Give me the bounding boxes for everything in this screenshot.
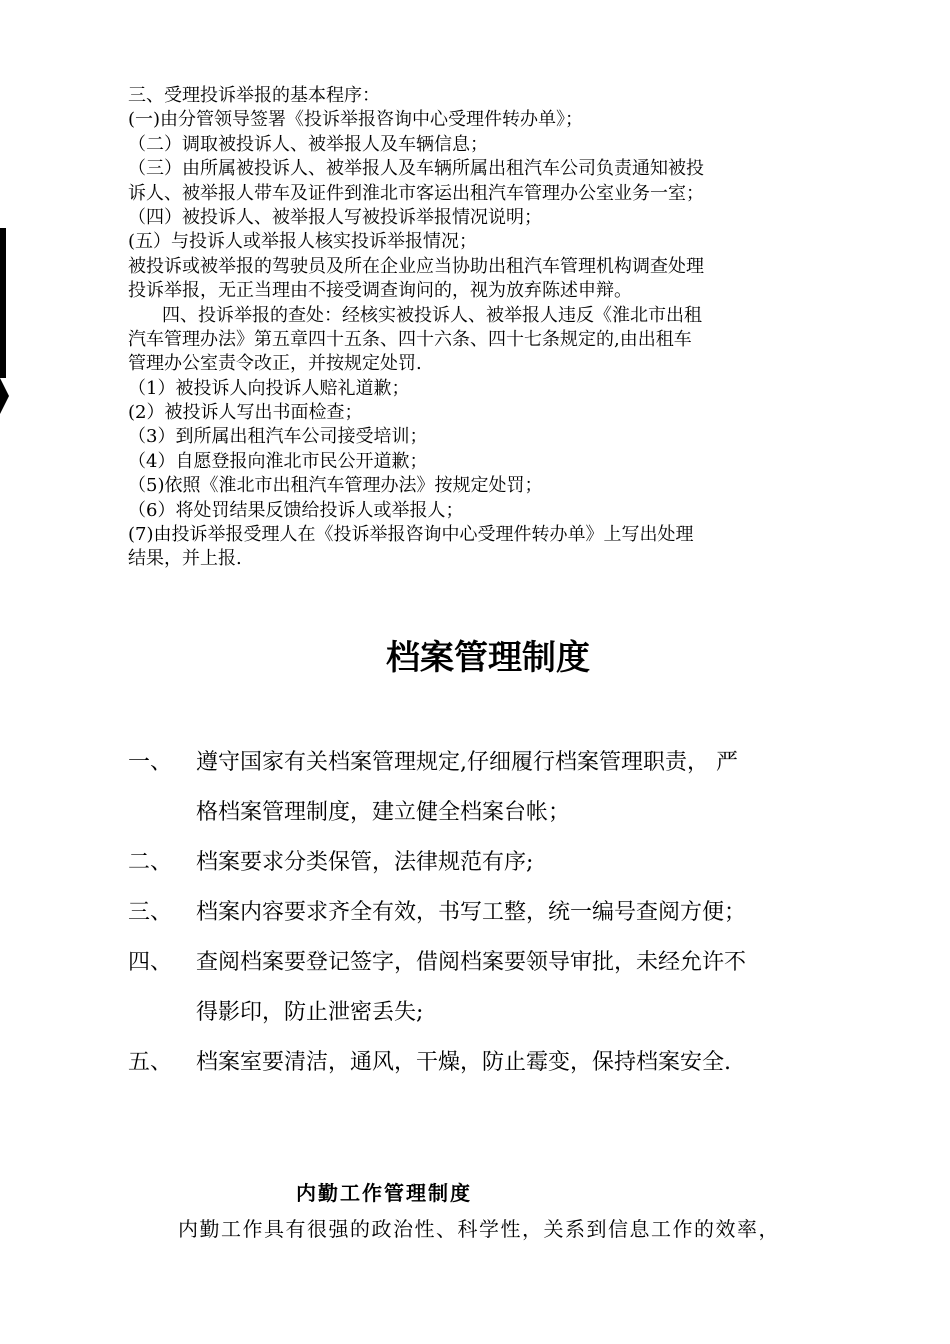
item-number: 二、	[128, 850, 173, 875]
item-text-line: 遵守国家有关档案管理规定,仔细履行档案管理职责， 严	[196, 750, 738, 775]
office-work-paragraph: 内勤工作具有很强的政治性、科学性，关系到信息工作的效率，	[178, 1217, 780, 1241]
list-item	[128, 938, 858, 1038]
item-text-line: 格档案管理制度，建立健全档案台帐；	[196, 800, 571, 825]
item-number: 五、	[128, 1050, 173, 1075]
text-line: 诉人、被举报人带车及证件到淮北市客运出租汽车管理办公室业务一室；	[128, 182, 704, 204]
archive-management-title: 档案管理制度	[386, 638, 590, 678]
office-work-title: 内勤工作管理制度	[296, 1181, 472, 1205]
item-number: 三、	[128, 900, 173, 925]
item-text-line: 档案室要清洁，通风，干燥，防止霉变，保持档案安全.	[196, 1050, 731, 1075]
text-line: 管理办公室责令改正，并按规定处罚.	[128, 353, 422, 375]
text-line: （3）到所属出租汽车公司接受培训；	[128, 426, 428, 448]
list-item	[128, 738, 858, 838]
text-line: (一)由分管领导签署《投诉举报咨询中心受理件转办单》；	[128, 109, 584, 131]
text-line: （5)依照《淮北市出租汽车管理办法》按规定处罚；	[128, 475, 543, 497]
text-line: （4）自愿登报向淮北市民公开道歉；	[128, 450, 428, 472]
text-line: (2）被投诉人写出书面检查；	[128, 402, 363, 424]
text-line: 被投诉或被举报的驾驶员及所在企业应当协助出租汽车管理机构调查处理	[128, 255, 704, 277]
text-line: 投诉举报，无正当理由不接受调查询问的，视为放弃陈述申辩。	[128, 280, 632, 302]
page-edge-arrow	[0, 378, 9, 414]
list-item	[128, 888, 858, 938]
text-line: (五）与投诉人或举报人核实投诉举报情况；	[128, 231, 478, 253]
item-number: 四、	[128, 950, 173, 975]
text-line: 四、投诉举报的查处：经核实被投诉人、被举报人违反《淮北市出租	[162, 304, 702, 326]
item-text-line: 档案要求分类保管，法律规范有序;	[196, 850, 534, 875]
text-line: 结果，并上报.	[128, 548, 242, 570]
complaint-procedure-section	[128, 84, 858, 572]
text-line: （6）将处罚结果反馈给投诉人或举报人；	[128, 499, 464, 521]
text-line: （1）被投诉人向投诉人赔礼道歉；	[128, 377, 410, 399]
text-line: 三、受理投诉举报的基本程序：	[128, 85, 380, 106]
item-text-line: 得影印，防止泄密丢失;	[196, 1000, 424, 1025]
list-item	[128, 1038, 858, 1088]
item-text-line: 档案内容要求齐全有效，书写工整，统一编号查阅方便；	[196, 900, 747, 925]
item-number: 一、	[128, 750, 173, 775]
text-line: 汽车管理办法》第五章四十五条、四十六条、四十七条规定的,由出租车	[128, 328, 692, 350]
item-text-line: 查阅档案要登记签字，借阅档案要领导审批，未经允许不	[196, 950, 747, 975]
page-edge-mark	[0, 228, 6, 378]
text-line: （二）调取被投诉人、被举报人及车辆信息；	[128, 133, 488, 155]
text-line: (7)由投诉举报受理人在《投诉举报咨询中心受理件转办单》上写出处理	[128, 524, 694, 546]
text-line: （四）被投诉人、被举报人写被投诉举报情况说明；	[128, 206, 542, 228]
text-line: （三）由所属被投诉人、被举报人及车辆所属出租汽车公司负责通知被投	[128, 158, 704, 180]
list-item	[128, 838, 858, 888]
archive-management-list	[128, 738, 858, 1088]
